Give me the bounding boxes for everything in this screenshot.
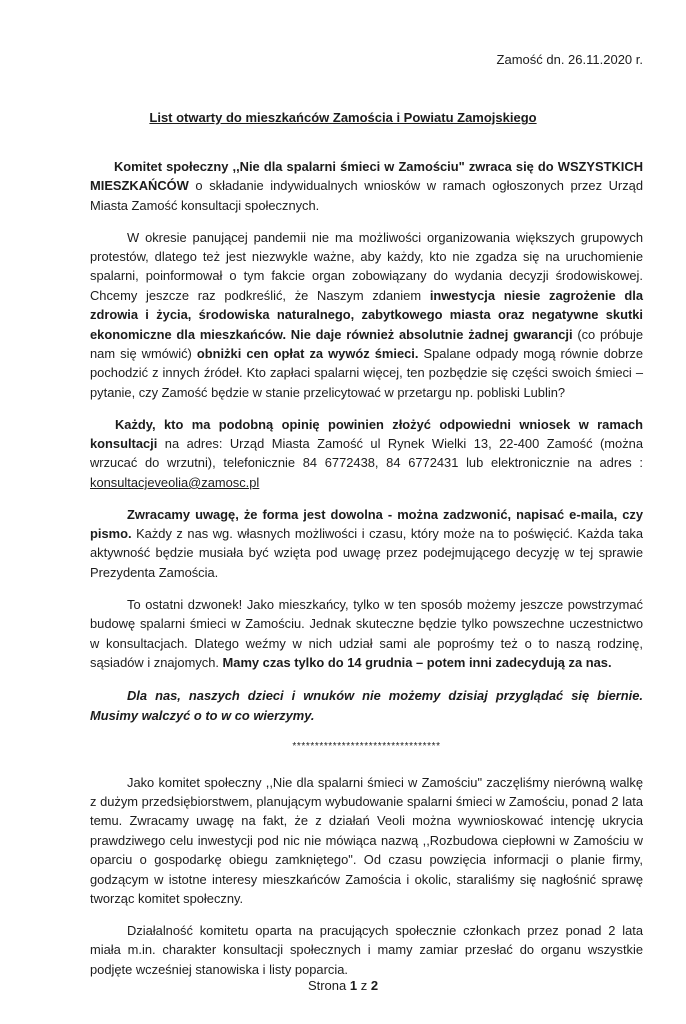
contact-bold: Każdy, kto ma podobną opinię powinien złożyć odpowiedni wniosek w ramach konsultacji	[90, 416, 643, 452]
slogan-text: Dla nas, naszych dzieci i wnuków nie możemy dzisiaj przyglądać się biernie. Musimy walczyć o to w co wierzymy.	[90, 688, 643, 723]
contact-text: na adres: Urząd Miasta Zamość ul Rynek Wielki 13, 22-400 Zamość (można wrzucać do wrzutni), telefonicznie 84 6772438, 84 6772431 lub elektronicznie na adres :	[90, 436, 643, 471]
form-text: Każdy z nas wg. własnych możliwości i czasu, który może na to poświęcić. Każda taka aktywność będzie musiała być wzięta pod uwagę przez podejmującego decyzję w tej sprawie Prezydenta Zamościa.	[90, 526, 643, 580]
paragraph-appeal	[90, 157, 643, 215]
page-current: 1	[349, 978, 358, 993]
appeal-bold: Komitet społeczny ,,Nie dla spalarni śmieci w Zamościu" zwraca się do WSZYSTKICH MIESZKAŃCÓW	[90, 159, 643, 194]
paragraph-committee-activity	[90, 921, 643, 979]
paragraph-slogan	[90, 686, 643, 725]
page-separator: z	[357, 978, 371, 993]
last-call-text: To ostatni dzwonek! Jako mieszkańcy, tylko w ten sposób możemy jeszcze powstrzymać budowę spalarni śmieci w Zamościu. Jednak skuteczne będzie tylko powszechne uczestnictwo w konsultacjach. Dlatego weźmy w nich udział sami ale poprośmy też o to naszą rodzinę, sąsiadów i znajomych.	[90, 596, 643, 670]
paragraph-pandemic	[90, 228, 643, 403]
separator-stars: *********************************	[292, 741, 441, 753]
pandemic-bold-1: inwestycja niesie zagrożenie dla zdrowia i życia, środowiska naturalnego, zabytkowego miasta oraz negatywne skutki ekonomiczne dla mieszkańców. Nie daje również absolutnie żadnej gwarancji	[90, 287, 644, 342]
appeal-text: o składanie indywidualnych wniosków w ramach ogłoszonych przez Urząd Miasta Zamość konsultacji społecznych.	[90, 178, 643, 213]
paragraph-contact	[90, 415, 643, 493]
letter-body	[90, 157, 643, 991]
paragraph-last-call	[90, 595, 643, 673]
pandemic-text-2: (co próbuje nam się wmówić)	[90, 326, 643, 362]
page-number	[0, 978, 686, 993]
pandemic-text-1: W okresie panującej pandemii nie ma możliwości organizowania większych grupowych protestów, dlatego też jest niezwykle ważne, aby każdy, kto nie zgadza się na uruchomienie spalarni, poinformował o tym fakcie organ zobowiązany do wydania decyzji środowiskowej. Chcemy jeszcze raz podkreślić, że Naszym zdaniem	[90, 229, 643, 303]
paragraph-form	[90, 505, 643, 583]
pandemic-bold-2: obniżki cen opłat za wywóz śmieci.	[196, 346, 419, 362]
history-text: Jako komitet społeczny ,,Nie dla spalarni śmieci w Zamościu" zaczęliśmy nierówną walkę z dużym przedsiębiorstwem, planującym wybudowanie spalarni śmieci w Zamościu, ponad 2 lata temu. Zwracamy uwagę na fakt, że z działań Veoli można wywnioskować intencję ukrycia prawdziwego celu inwestycji pod nic nie mówiąca nazwą ,,Rozbudowa ciepłowni w Zamościu w oparciu o gospodarkę obiegu zamkniętego". Od czasu powzięcia informacji o planie firmy, godzącym w istotne interesy mieszkańców Zamościa i okolic, staraliśmy się nagłośnić sprawę tworząc komitet społeczny.	[90, 774, 643, 906]
page-prefix: Strona	[307, 978, 350, 993]
form-bold: Zwracamy uwagę, że forma jest dowolna - można zadzwonić, napisać e-maila, czy pismo.	[90, 506, 643, 542]
pandemic-text-3: Spalane odpady mogą równie dobrze pochodzić z innych źródeł. Kto zapłaci spalarni więcej, ten pozbędzie się części swoich śmieci – pytanie, czy Zamość będzie w stanie przelicytować w przetargu np. pobliski Lublin?	[90, 346, 644, 400]
paragraph-committee-history	[90, 773, 643, 909]
last-call-bold: Mamy czas tylko do 14 grudnia – potem inni zadecydują za nas.	[222, 654, 612, 670]
page-total: 2	[370, 978, 379, 993]
activity-text: Działalność komitetu oparta na pracujących społecznie członkach przez ponad 2 lata miała m.in. charakter konsultacji społecznych i mamy zamiar przesłać do organu wszystkie podjęte wcześniej stanowiska i listy poparcia.	[90, 922, 643, 977]
letter-date: Zamość dn. 26.11.2020 r.	[496, 52, 643, 67]
letter-title: List otwarty do mieszkańców Zamościa i Powiatu Zamojskiego	[149, 110, 537, 125]
contact-email-link[interactable]: konsultacjeveolia@zamosc.pl	[90, 474, 260, 490]
